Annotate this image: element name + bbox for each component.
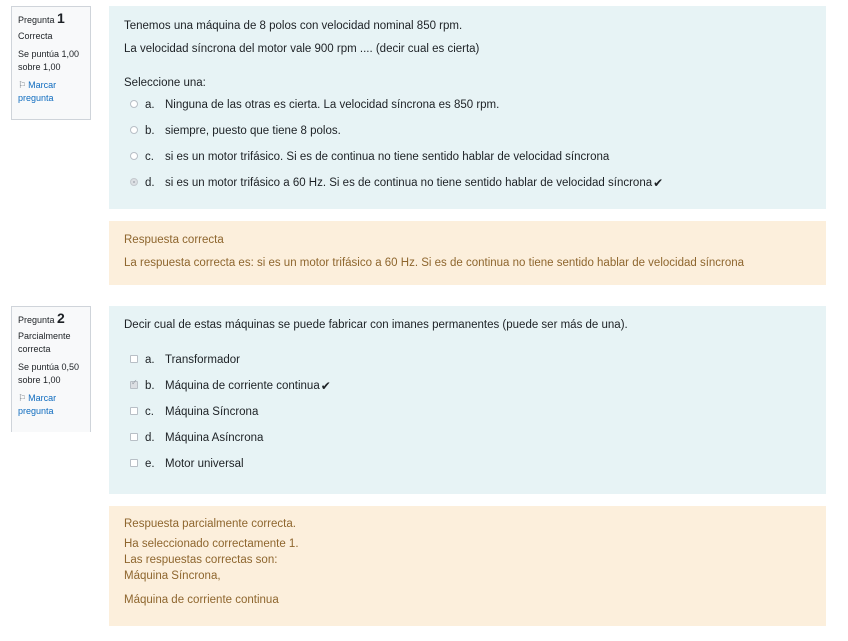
radio-button[interactable] <box>130 100 138 108</box>
answer-letter: c. <box>145 406 154 418</box>
answer-letter: b. <box>145 380 155 392</box>
answer-option-c[interactable] <box>124 399 811 425</box>
answer-list <box>124 347 811 477</box>
answer-text: si es un motor trifásico a 60 Hz. Si es de continua no tiene sentido hablar de velocidad síncrona <box>165 177 653 189</box>
answer-option-d[interactable] <box>124 425 811 451</box>
answer-text: Ninguna de las otras es cierta. La velocidad síncrona es 850 rpm. <box>165 99 500 111</box>
question-state: Correcta <box>18 31 53 41</box>
answer-option-b[interactable] <box>124 373 811 399</box>
answer-text: Transformador <box>165 354 240 366</box>
radio-button[interactable] <box>130 152 138 160</box>
feedback-line: Ha seleccionado correctamente 1. <box>124 538 299 550</box>
flag-question-label: Marcar pregunta <box>18 80 57 103</box>
question-text-line: Tenemos una máquina de 8 polos con velocidad nominal 850 rpm. <box>124 20 463 32</box>
answer-letter: d. <box>145 432 155 444</box>
correct-check-icon: ✔ <box>653 176 664 190</box>
question-1-content <box>109 6 826 209</box>
feedback-line: Máquina de corriente continua <box>124 594 279 606</box>
question-1-feedback <box>109 221 826 285</box>
question-2-content <box>109 306 826 494</box>
question-grade: Se puntúa 1,00 sobre 1,00 <box>18 49 80 72</box>
question-text-line: La velocidad síncrona del motor vale 900 rpm .... (decir cual es cierta) <box>124 43 480 55</box>
answer-letter: b. <box>145 125 155 137</box>
flag-icon: ⚐ <box>18 80 27 90</box>
flag-question-link[interactable] <box>18 392 84 418</box>
flag-question-label: Marcar pregunta <box>18 393 57 416</box>
answer-text: siempre, puesto que tiene 8 polos. <box>165 125 341 137</box>
question-grade: Se puntúa 0,50 sobre 1,00 <box>18 362 80 385</box>
checkbox[interactable] <box>130 459 138 467</box>
answer-option-e[interactable] <box>124 451 811 477</box>
checkbox[interactable] <box>130 407 138 415</box>
question-number-value: 1 <box>57 10 65 26</box>
checkbox-checked[interactable] <box>130 381 138 389</box>
radio-button-checked[interactable] <box>130 178 138 186</box>
answer-text: Motor universal <box>165 458 244 470</box>
question-label: Pregunta <box>18 315 55 325</box>
radio-button[interactable] <box>130 126 138 134</box>
question-state: Parcialmente correcta <box>18 331 71 354</box>
question-label: Pregunta <box>18 15 55 25</box>
answer-text: si es un motor trifásico. Si es de continua no tiene sentido hablar de velocidad síncrona <box>165 151 610 163</box>
feedback-line: Máquina Síncrona, <box>124 570 221 582</box>
correct-check-icon: ✔ <box>320 379 331 393</box>
question-2-info <box>11 306 91 432</box>
feedback-line: Las respuestas correctas son: <box>124 554 278 566</box>
question-text-line: Decir cual de estas máquinas se puede fabricar con imanes permanentes (puede ser más de una). <box>124 319 628 331</box>
feedback-status: Respuesta correcta <box>124 234 224 246</box>
checkbox[interactable] <box>130 433 138 441</box>
answer-option-a[interactable] <box>124 92 811 118</box>
answer-text: Máquina de corriente continua <box>165 380 320 392</box>
question-text <box>124 316 811 334</box>
question-number-value: 2 <box>57 310 65 326</box>
feedback-status: Respuesta parcialmente correcta. <box>124 518 296 530</box>
answer-letter: a. <box>145 354 155 366</box>
answer-list <box>124 92 811 196</box>
answer-option-a[interactable] <box>124 347 811 373</box>
question-2-feedback <box>109 506 826 626</box>
answer-option-d[interactable] <box>124 170 811 196</box>
answer-letter: d. <box>145 177 155 189</box>
answer-text: Máquina Síncrona <box>165 406 259 418</box>
answer-letter: a. <box>145 99 155 111</box>
question-1-info <box>11 6 91 120</box>
answer-letter: c. <box>145 151 154 163</box>
question-number <box>18 12 84 27</box>
question-text <box>124 17 811 58</box>
flag-question-link[interactable] <box>18 79 84 105</box>
checkbox[interactable] <box>130 355 138 363</box>
feedback-correct-answer: La respuesta correcta es: si es un motor trifásico a 60 Hz. Si es de continua no tiene sentido hablar de velocidad síncrona <box>124 257 745 269</box>
answer-letter: e. <box>145 458 155 470</box>
answer-prompt: Seleccione una: <box>124 77 206 89</box>
question-number <box>18 312 84 327</box>
answer-text: Máquina Asíncrona <box>165 432 264 444</box>
answer-option-c[interactable] <box>124 144 811 170</box>
answer-option-b[interactable] <box>124 118 811 144</box>
flag-icon: ⚐ <box>18 393 27 403</box>
